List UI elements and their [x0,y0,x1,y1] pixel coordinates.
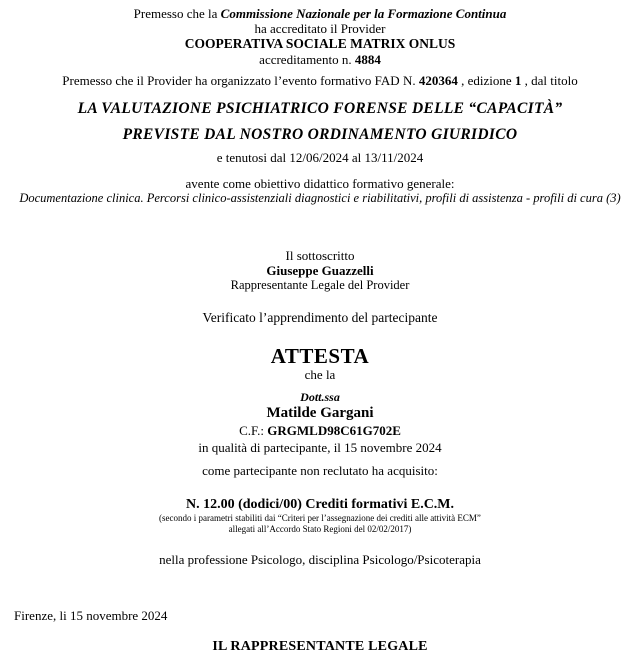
legal-rep-name: Giuseppe Guazzelli [266,263,374,278]
fiscal-code-label: C.F.: [239,423,268,438]
accreditation-label: accreditamento n. [259,52,355,67]
accreditation-number: 4884 [354,52,381,67]
commission-name: Commissione Nazionale per la Formazione Continua [220,6,507,21]
event-edition: 1 [514,73,522,88]
event-dates: e tenutosi dal 12/06/2024 al 13/11/2024 [216,150,424,165]
participant-name: Matilde Gargani [266,405,374,421]
objective-block [14,176,626,206]
place-date-line: Firenze, li 15 novembre 2024 [14,608,168,623]
legal-rep-role: Rappresentante Legale del Provider [230,278,410,292]
event-mid: , edizione [457,73,515,88]
event-title-line-1: LA VALUTAZIONE PSICHIATRICO FORENSE DELLE “CAPACITÀ” [77,100,563,117]
profession-line: nella professione Psicologo, disciplina Psicologo/Psicoterapia [159,552,481,567]
credits-note-line-1: (secondo i parametri stabiliti dai “Criteri per l’assegnazione dei crediti alle attività ECM” [159,513,481,523]
fiscal-code-line [14,422,626,439]
premise-prefix: Premesso che la [133,6,221,21]
credits-note [14,513,626,534]
credits-note-line-2: allegati all’Accordo Stato Regioni del 02/02/2017) [228,523,412,534]
participant-honorific: Dott.ssa [300,390,340,404]
provider-name: COOPERATIVA SOCIALE MATRIX ONLUS [184,36,456,51]
attesta-heading: ATTESTA [270,344,370,368]
credits-line: N. 12.00 (dodici/00) Crediti formativi E.C.M. [185,497,455,512]
event-prefix: Premesso che il Provider ha organizzato l’evento formativo FAD N. [62,73,419,88]
event-suffix: , dal titolo [521,73,578,88]
event-number: 420364 [418,73,458,88]
signature-label: IL RAPPRESENTANTE LEGALE [212,639,428,654]
event-line [14,73,626,88]
objective-text: Documentazione clinica. Percorsi clinico-assistenziali diagnostici e riabilitativi, profili di assistenza - profili di cura (3) [19,191,621,205]
che-la-line: che la [304,367,336,382]
undersigned-block [14,248,626,293]
premise-line-2: ha accreditato il Provider [254,21,386,36]
verified-line: Verificato l’apprendimento del partecipante [202,310,438,325]
undersigned-label: Il sottoscritto [285,248,355,263]
objective-label: avente come obiettivo didattico formativo generale: [185,176,455,191]
premise-line-1 [14,6,626,21]
fiscal-code-value: GRGMLD98C61G702E [267,423,401,438]
event-title-line-2: PREVISTE DAL NOSTRO ORDINAMENTO GIURIDICO [122,126,518,143]
acquired-line: come partecipante non reclutato ha acquisito: [202,463,438,478]
event-title [14,96,626,148]
accreditation-line [14,52,626,67]
participation-line: in qualità di partecipante, il 15 novembre 2024 [198,440,442,455]
